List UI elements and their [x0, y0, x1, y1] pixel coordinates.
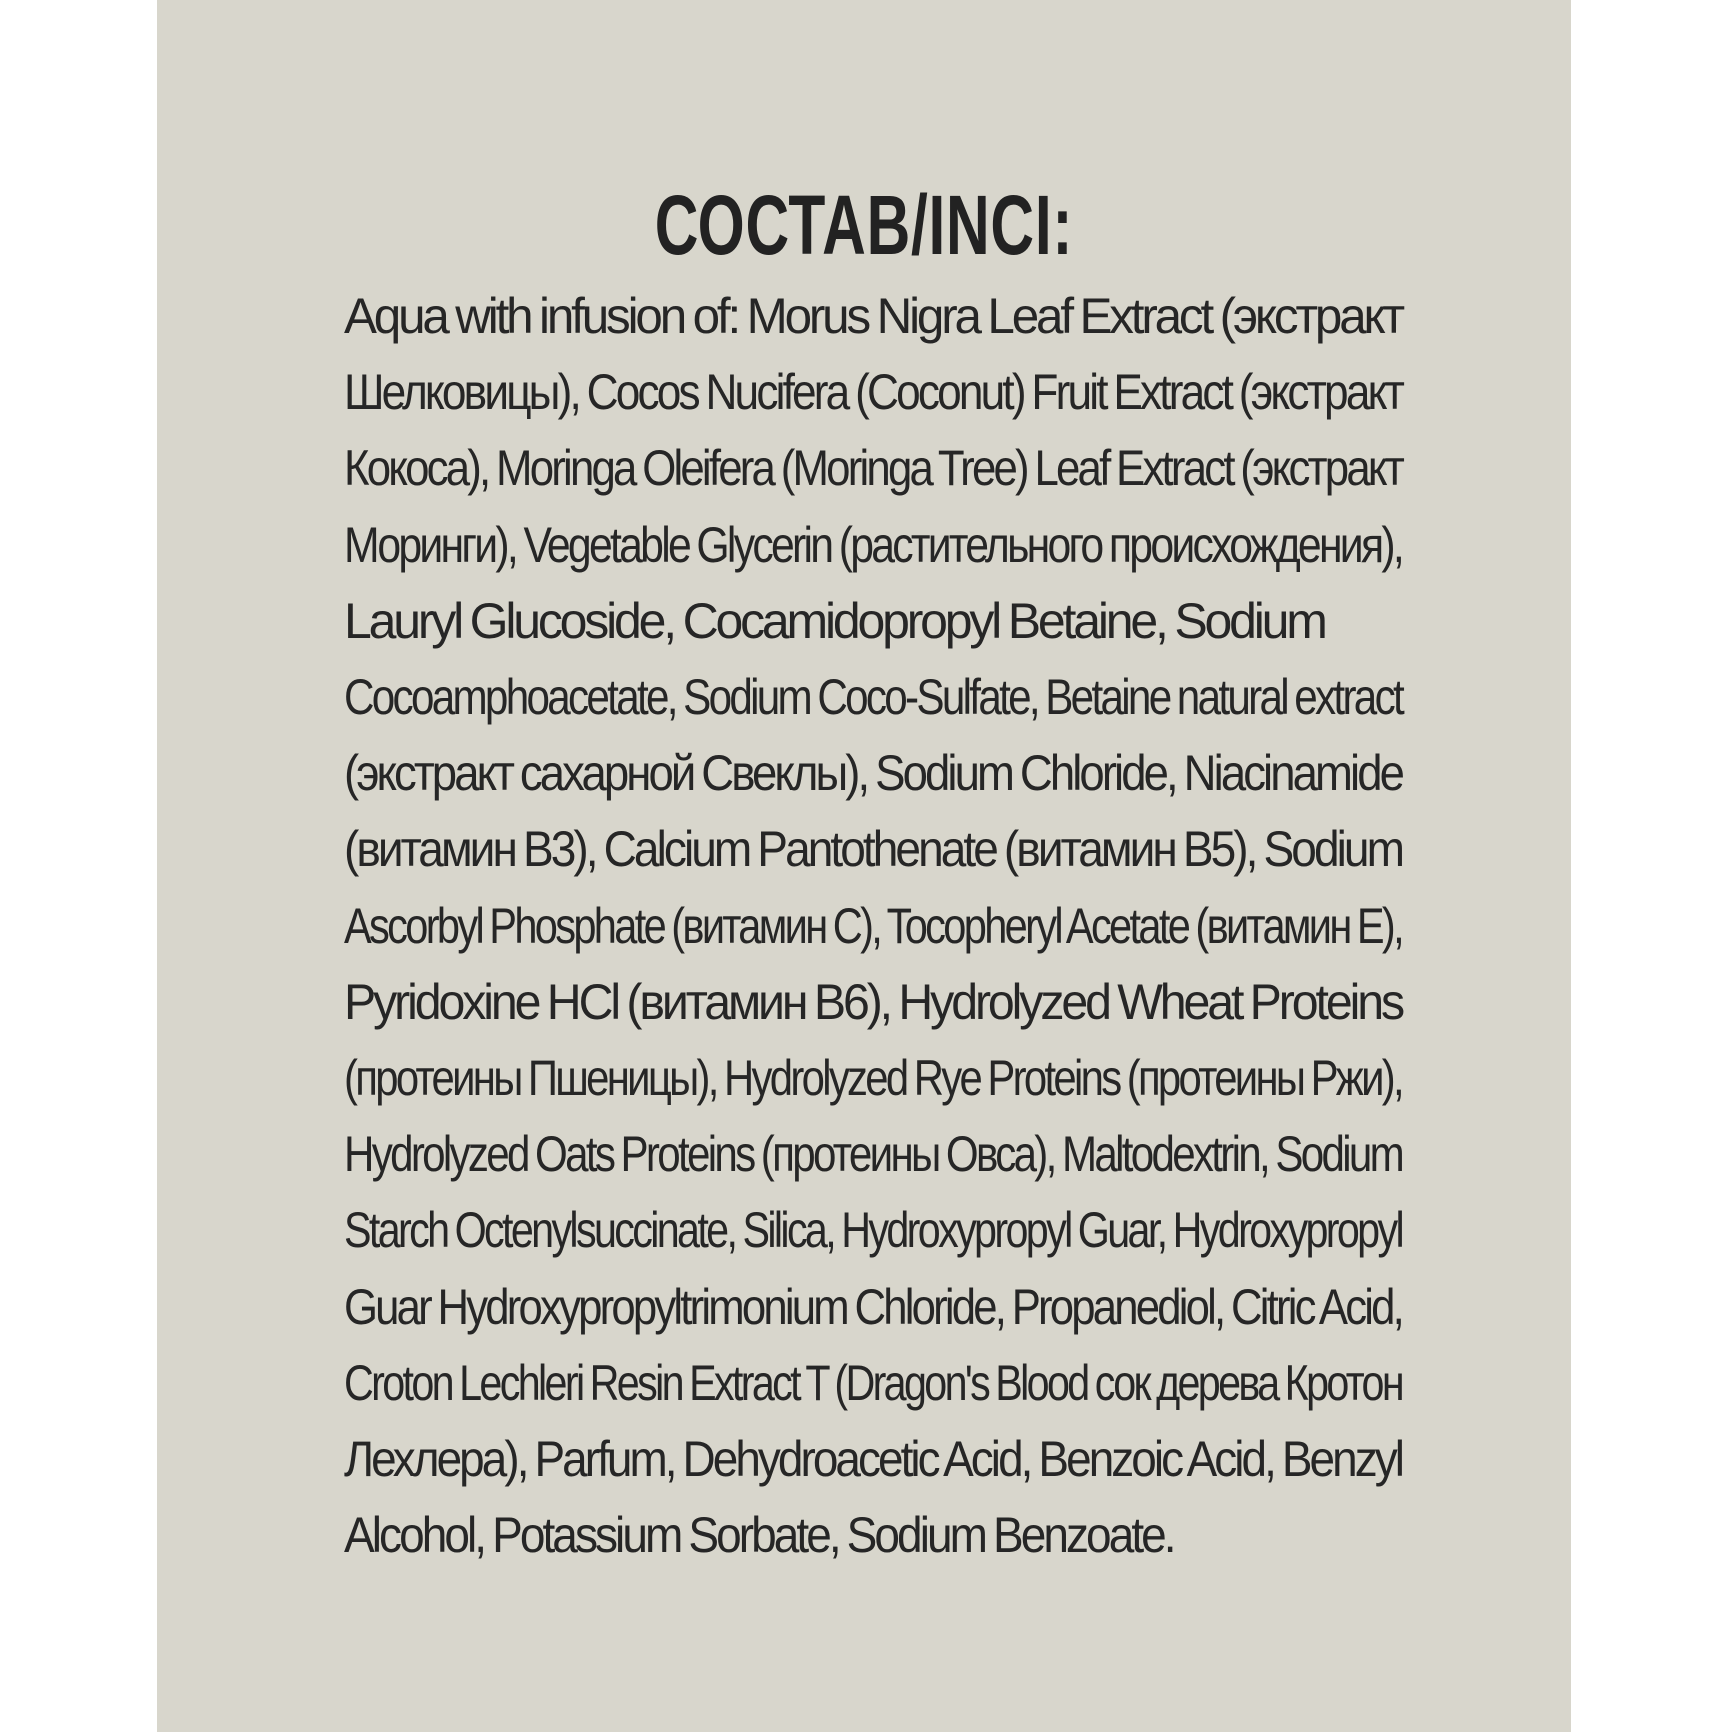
ingredients-line: (протеины Пшеницы), Hydrolyzed Rye Proteins (протеины Ржи),: [344, 1050, 1402, 1107]
ingredients-line: Ascorbyl Phosphate (витамин С), Tocopheryl Acetate (витамин Е),: [344, 897, 1402, 954]
ingredients-line: Lauryl Glucoside, Cocamidopropyl Betaine, Sodium: [344, 592, 1325, 649]
ingredients-line: Шелковицы), Cocos Nucifera (Coconut) Fruit Extract (экстракт: [344, 364, 1402, 421]
ingredients-line: Guar Hydroxypropyltrimonium Chloride, Propanediol, Citric Acid,: [344, 1278, 1402, 1335]
ingredients-panel: [157, 0, 1571, 1732]
ingredients-text: [344, 278, 1402, 1573]
ingredients-line: Pyridoxine HCl (витамин В6), Hydrolyzed Wheat Proteins: [344, 973, 1402, 1030]
ingredients-line: Hydrolyzed Oats Proteins (протеины Овса), Maltodextrin, Sodium: [344, 1126, 1402, 1183]
ingredients-line: Моринги), Vegetable Glycerin (растительного происхождения),: [344, 516, 1402, 573]
ingredients-line: (витамин В3), Calcium Pantothenate (витамин В5), Sodium: [344, 821, 1402, 878]
ingredients-line: Cocoamphoacetate, Sodium Coco-Sulfate, Betaine natural extract: [344, 669, 1402, 726]
ingredients-line: (экстракт сахарной Свеклы), Sodium Chloride, Niacinamide: [344, 745, 1402, 802]
ingredients-line: Aqua with infusion of: Morus Nigra Leaf Extract (экстракт: [344, 288, 1402, 344]
ingredients-line: Alcohol, Potassium Sorbate, Sodium Benzoate.: [344, 1507, 1174, 1564]
ingredients-line: Starch Octenylsuccinate, Silica, Hydroxypropyl Guar, Hydroxypropyl: [344, 1202, 1402, 1259]
ingredients-line: Croton Lechleri Resin Extract T (Dragon's Blood сок дерева Кротон: [344, 1354, 1402, 1411]
ingredients-line: Лехлера), Parfum, Dehydroacetic Acid, Benzoic Acid, Benzyl: [344, 1431, 1402, 1488]
page-title: СОСТАВ/INCI:: [654, 178, 1074, 272]
ingredients-line: Кокоса), Moringa Oleifera (Moringa Tree) Leaf Extract (экстракт: [344, 440, 1402, 497]
